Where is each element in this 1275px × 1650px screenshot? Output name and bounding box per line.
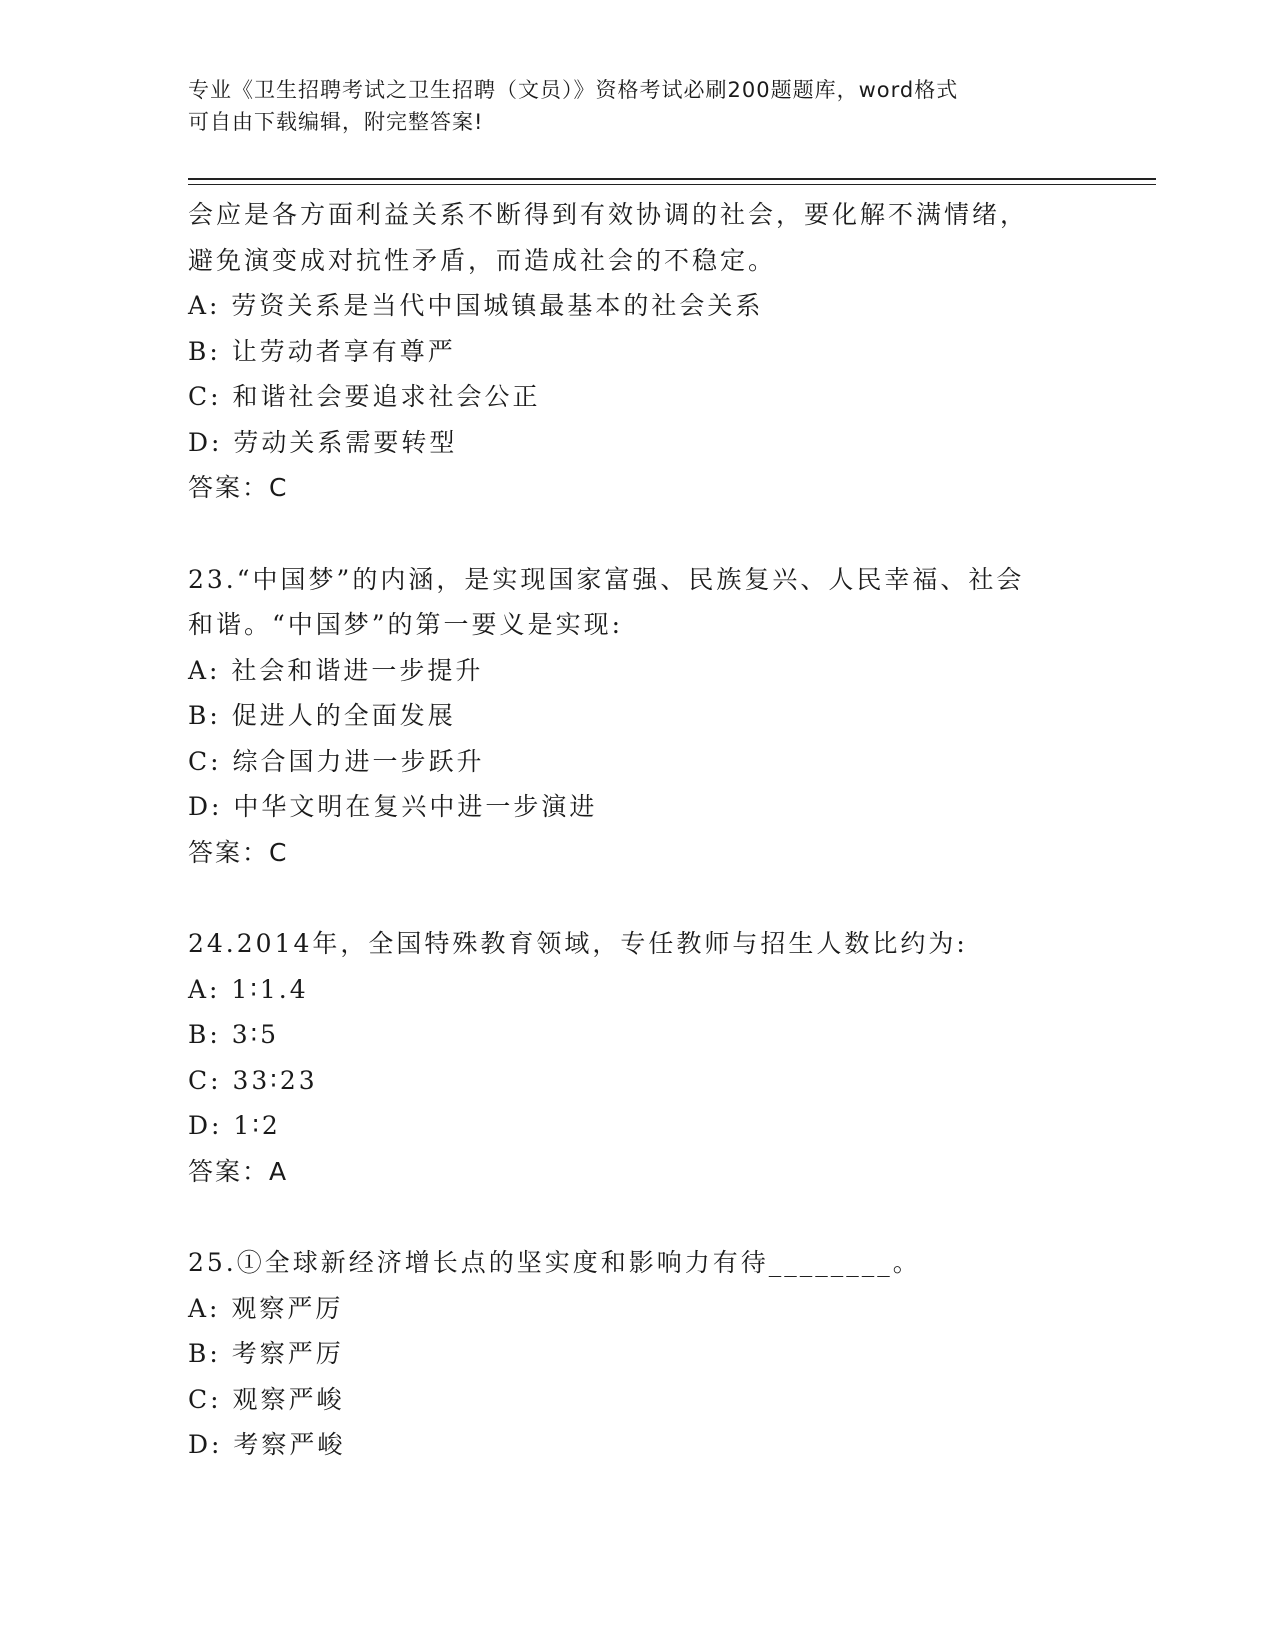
option-c: C: 观察严峻 [188,1384,345,1414]
option-d: D: 考察严峻 [188,1430,346,1459]
question-stem-line: 24.2014年，全国特殊教育领域，专任教师与招生人数比约为: [188,929,968,958]
option-a: A: 社会和谐进一步提升 [188,655,484,685]
question-22-continuation [188,192,1118,511]
header-divider-thin [188,184,1156,185]
question-stem-line: 会应是各方面利益关系不断得到有效协调的社会，要化解不满情绪， [188,200,1029,229]
answer-line: 答案：A [188,1156,289,1186]
option-b: B: 让劳动者享有尊严 [188,336,456,366]
question-23 [188,557,1118,876]
option-b: B: 3∶5 [188,1020,280,1049]
question-body [188,192,1118,1468]
option-d: D: 劳动关系需要转型 [188,427,458,457]
option-c: C: 33∶23 [188,1065,318,1095]
question-24 [188,921,1118,1194]
answer-line: 答案：C [188,837,289,867]
option-c: C: 和谐社会要追求社会公正 [188,382,541,411]
question-25 [188,1240,1118,1468]
question-stem-line: 23.“中国梦”的内涵，是实现国家富强、民族复兴、人民幸福、社会 [188,564,1025,594]
header-line-1: 专业《卫生招聘考试之卫生招聘（文员）》资格考试必刷200题题库，word格式 [188,78,959,102]
question-stem-line: 避免演变成对抗性矛盾，而造成社会的不稳定。 [188,245,777,275]
option-c: C: 综合国力进一步跃升 [188,746,485,776]
header-divider-thick [188,178,1156,180]
header-line-2: 可自由下载编辑，附完整答案! [188,110,484,134]
option-a: A: 劳资关系是当代中国城镇最基本的社会关系 [188,291,764,320]
option-d: D: 中华文明在复兴中进一步演进 [188,792,598,821]
question-stem-line: 和谐。“中国梦”的第一要义是实现: [188,610,623,639]
option-d: D: 1∶2 [188,1111,281,1140]
option-a: A: 1∶1.4 [188,974,309,1004]
option-a: A: 观察严厉 [188,1293,344,1323]
option-b: B: 促进人的全面发展 [188,701,456,730]
question-stem-line: 25.①全球新经济增长点的坚实度和影响力有待________。 [188,1248,921,1277]
document-header [188,74,1088,138]
option-b: B: 考察严厉 [188,1339,344,1368]
answer-line: 答案：C [188,473,289,502]
